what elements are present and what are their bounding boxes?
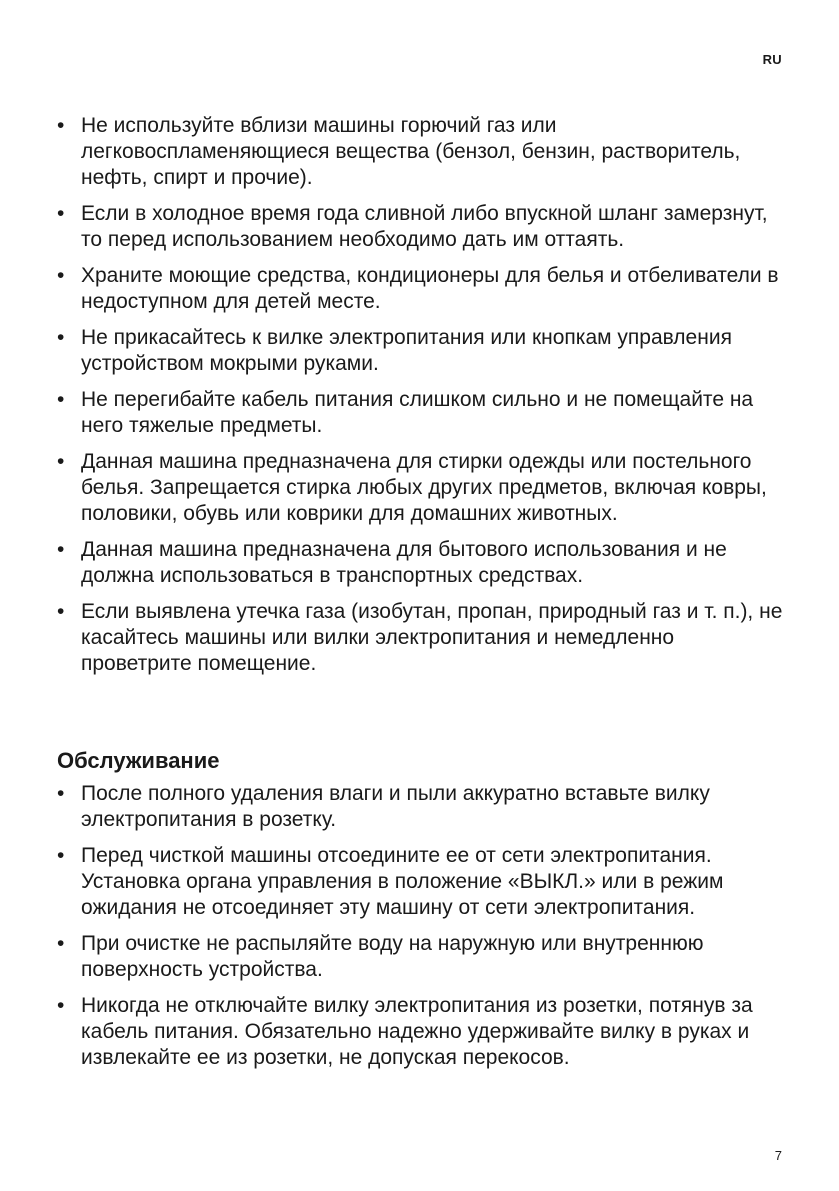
list-item-text: Не используйте вблизи машины горючий газ или легковоспламеняющиеся вещества (бензол, бензин, растворитель, нефть, спирт и прочие). [81,114,741,189]
list-item-text: Данная машина предназначена для бытового использования и не должна использоваться в транспортных средствах. [81,538,727,587]
list-item-text: Если выявлена утечка газа (изобутан, пропан, природный газ и т. п.), не касайтесь машины или вилки электропитания и немедленно проветрите помещение. [81,600,783,675]
bullet-icon: • [57,264,65,287]
list-item [57,537,787,589]
bullet-icon: • [57,932,65,955]
list-item-text: Данная машина предназначена для стирки одежды или постельного белья. Запрещается стирка любых других предметов, включая ковры, половики, обувь или коврики для домашних животных. [81,450,767,525]
list-item [57,843,787,921]
list-item-text: После полного удаления влаги и пыли аккуратно вставьте вилку электропитания в розетку. [81,782,710,831]
maintenance-list [57,781,787,1081]
bullet-icon: • [57,600,65,623]
section-heading-maintenance: Обслуживание [57,748,220,773]
list-item [57,325,787,377]
bullet-icon: • [57,782,65,805]
list-item [57,449,787,527]
list-item-text: Храните моющие средства, кондиционеры для белья и отбеливатели в недоступном для детей месте. [81,264,779,313]
list-item [57,993,787,1071]
list-item-text: Если в холодное время года сливной либо впускной шланг замерзнут, то перед использованием необходимо дать им оттаять. [81,202,768,251]
list-item [57,599,787,677]
safety-list [57,113,787,687]
list-item-text: Не прикасайтесь к вилке электропитания или кнопкам управления устройством мокрыми руками. [81,326,732,375]
list-item [57,201,787,253]
list-item-text: Не перегибайте кабель питания слишком сильно и не помещайте на него тяжелые предметы. [81,388,754,437]
language-tag: RU [762,52,782,67]
page-number: 7 [774,1148,782,1163]
bullet-icon: • [57,388,65,411]
bullet-icon: • [57,202,65,225]
bullet-icon: • [57,538,65,561]
bullet-icon: • [57,994,65,1017]
list-item [57,931,787,983]
list-item [57,781,787,833]
bullet-icon: • [57,114,65,137]
list-item-text: При очистке не распыляйте воду на наружную или внутреннюю поверхность устройства. [81,932,704,981]
bullet-icon: • [57,450,65,473]
list-item [57,263,787,315]
list-item-text: Перед чисткой машины отсоедините ее от сети электропитания. Установка органа управления в положение «ВЫКЛ.» или в режим ожидания не отсоединяет эту машину от сети электропитания. [81,844,724,919]
bullet-icon: • [57,326,65,349]
list-item [57,387,787,439]
list-item-text: Никогда не отключайте вилку электропитания из розетки, потянув за кабель питания. Обязательно надежно удерживайте вилку в руках и извлекайте ее из розетки, не допуская перекосов. [81,994,753,1069]
bullet-icon: • [57,844,65,867]
list-item [57,113,787,191]
